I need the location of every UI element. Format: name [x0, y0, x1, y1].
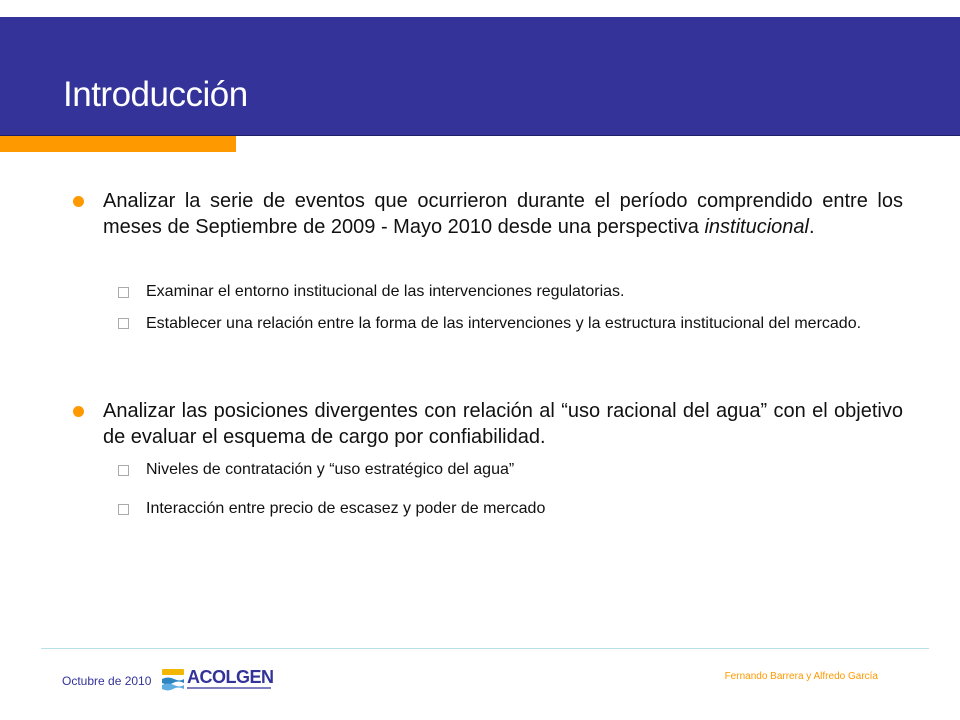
checkbox-square-icon: [118, 287, 129, 298]
slide-title: Introducción: [63, 75, 248, 114]
acolgen-logo: [162, 667, 272, 693]
subitem-2-2: Interacción entre precio de escasez y poder de mercado: [146, 500, 546, 517]
title-bar: [0, 17, 960, 136]
subitem-1-1: Examinar el entorno institucional de las intervenciones regulatorias.: [146, 283, 625, 300]
bullet-1-text-main: Analizar la serie de eventos que ocurrieron durante el período comprendido entre los meses de Septiembre de 2009 - Mayo 2010 desde una perspectiva: [103, 190, 903, 238]
bullet-dot-icon: [73, 196, 84, 207]
accent-strip: [0, 136, 236, 152]
footer-authors: Fernando Barrera y Alfredo García: [724, 671, 878, 682]
bullet-1-text-end: .: [809, 216, 815, 238]
footer-divider: [41, 648, 929, 649]
footer-date: Octubre de 2010: [62, 674, 152, 688]
logo-text: ACOLGEN: [187, 667, 274, 687]
checkbox-square-icon: [118, 465, 129, 476]
logo-tagline-line: [187, 687, 271, 689]
bullet-1-text-italic: institucional: [704, 216, 809, 238]
checkbox-square-icon: [118, 318, 129, 329]
logo-waves-icon: [162, 667, 186, 693]
bullet-1-text: [103, 188, 903, 240]
checkbox-square-icon: [118, 504, 129, 515]
subitem-2-1: Niveles de contratación y “uso estratégico del agua”: [146, 461, 515, 478]
subitem-1-2: Establecer una relación entre la forma de las intervenciones y la estructura institucional del mercado.: [146, 315, 862, 332]
bullet-dot-icon: [73, 406, 84, 417]
bullet-2-text: Analizar las posiciones divergentes con relación al “uso racional del agua” con el objetivo de evaluar el esquema de cargo por confiabilidad.: [103, 400, 903, 448]
